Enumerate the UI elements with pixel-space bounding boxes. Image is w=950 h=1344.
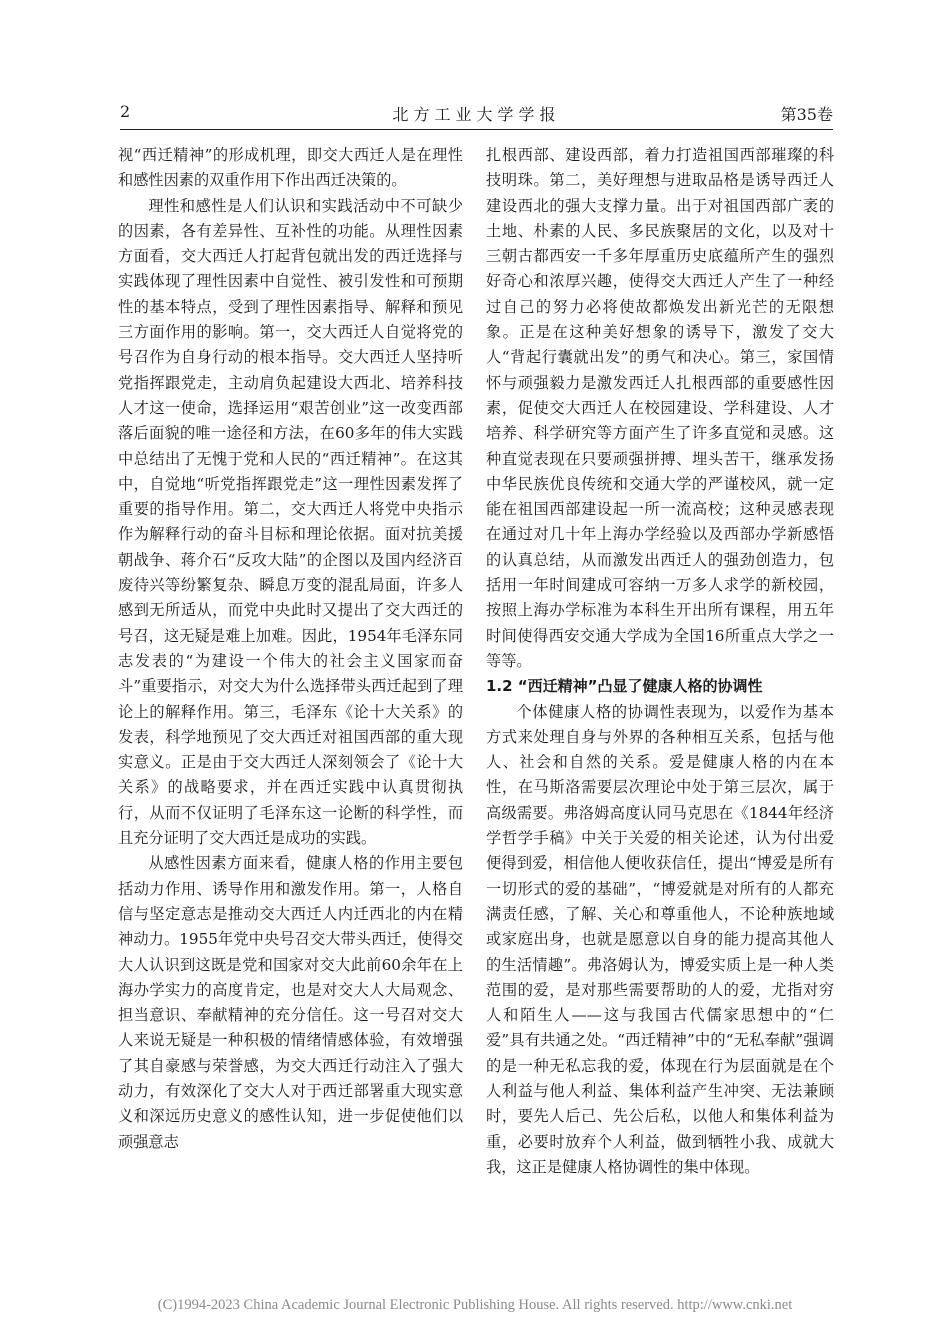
body-paragraph: 视“西迁精神”的形成机理，即交大西迁人是在理性和感性因素的双重作用下作出西迁决策的。 bbox=[118, 146, 463, 190]
page-number: 2 bbox=[120, 102, 131, 121]
body-paragraph: 个体健康人格的协调性表现为，以爱作为基本方式来处理自身与外界的各种相互关系，包括与他人、社会和自然的关系。爱是健康人格的内在本性，在马斯洛需要层次理论中处于第三层次，属于高级需要。弗洛姆高度认同马克思在《1844年经济学哲学手稿》中关于关爱的相关论述，认为付出爱便得到爱，相信他人便收获信任，提出“博爱是所有一切形式的爱的基础”，“博爱就是对所有的人都充满责任感，了解、关心和尊重他人，不论种族地域或家庭出身，也就是愿意以自身的能力提高其他人的生活情趣”。弗洛姆认为，博爱实质上是一种人类范围的爱，是对那些需要帮助的人的爱，尤指对穷人和陌生人——这与我国古代儒家思想中的“仁爱”具有共通之处。“西迁精神”中的“无私奉献”强调的是一种无私忘我的爱，体现在行为层面就是在个人利益与他人利益、集体利益产生冲突、无法兼顾时，要先人后己、先公后私，以他人和集体利益为重，必要时放弃个人利益，做到牺牲小我、成就大我，这正是健康人格协调性的集中体现。 bbox=[486, 702, 834, 1176]
header-rule bbox=[120, 129, 833, 130]
section-heading: 1.2 “西迁精神”凸显了健康人格的协调性 bbox=[486, 677, 763, 696]
body-paragraph: 理性和感性是人们认识和实践活动中不可缺少的因素，各有差异性、互补性的功能。从理性因素方面看，交大西迁人打起背包就出发的西迁选择与实践体现了理性因素中自觉性、被引发性和可预期性的基本特点，受到了理性因素指导、解释和预见三方面作用的影响。第一，交大西迁人自觉将党的号召作为自身行动的根本指导。交大西迁人坚持听党指挥跟党走，主动肩负起建设大西北、培养科技人才这一使命，选择运用“艰苦创业”这一改变西部落后面貌的唯一途径和方法，在60多年的伟大实践中总结出了无愧于党和人民的“西迁精神”。在这其中，自觉地“听党指挥跟党走”这一理性因素发挥了重要的指导作用。第二，交大西迁人将党中央指示作为解释行动的奋斗目标和理论依据。面对抗美援朝战争、蒋介石“反攻大陆”的企图以及国内经济百废待兴等纷繁复杂、瞬息万变的混乱局面，许多人感到无所适从，而党中央此时又提出了交大西迁的号召，这无疑是难上加难。因此，1954年毛泽东同志发表的“为建设一个伟大的社会主义国家而奋斗”重要指示，对交大为什么选择带头西迁起到了理论上的解释作用。第三，毛泽东《论十大关系》的发表，科学地预见了交大西迁对祖国西部的重大现实意义。正是由于交大西迁人深刻领会了《论十大关系》的战略要求，并在西迁实践中认真贯彻执行，从而不仅证明了毛泽东这一论断的科学性，而且充分证明了交大西迁是成功的实践。 bbox=[118, 196, 463, 848]
left-column bbox=[118, 143, 463, 1155]
right-column bbox=[486, 143, 834, 1180]
running-header bbox=[120, 100, 833, 130]
body-paragraph: 从感性因素方面来看，健康人格的作用主要包括动力作用、诱导作用和激发作用。第一，人格自信与坚定意志是推动交大西迁人内迁西北的内在精神动力。1955年党中央号召交大带头西迁，使得交大人认识到这既是党和国家对交大此前60余年在上海办学实力的高度肯定，也是对交大人大局观念、担当意识、奉献精神的充分信任。这一号召对交大人来说无疑是一种积极的情绪情感体验，有效增强了其自豪感与荣誉感，为交大西迁行动注入了强大动力，有效深化了交大人对于西迁部署重大现实意义和深远历史意义的感性认知，进一步促使他们以顽强意志 bbox=[118, 854, 463, 1151]
copyright-footer: (C)1994-2023 China Academic Journal Electronic Publishing House. All rights reserved. http://www.cnki.net bbox=[157, 1297, 793, 1313]
body-paragraph: 扎根西部、建设西部，着力打造祖国西部璀璨的科技明珠。第二，美好理想与进取品格是诱导西迁人建设西北的强大支撑力量。出于对祖国西部广袤的土地、朴素的人民、多民族聚居的文化，以及对十三朝古都西安一千多年厚重历史底蕴所产生的强烈好奇心和浓厚兴趣，使得交大西迁人产生了一种经过自己的努力必将使故都焕发出新光芒的无限想象。正是在这种美好想象的诱导下，激发了交大人“背起行囊就出发”的勇气和决心。第三，家国情怀与顽强毅力是激发西迁人扎根西部的重要感性因素，促使交大西迁人在校园建设、学科建设、人才培养、科学研究等方面产生了许多直觉和灵感。这种直觉表现在只要顽强拼搏、埋头苦干，继承发扬中华民族优良传统和交通大学的严谨校风，就一定能在祖国西部建设起一所一流高校；这种灵感表现在通过对几十年上海办学经验以及西部办学新感悟的认真总结，从而激发出西迁人的强劲创造力，包括用一年时间建成可容纳一万多人求学的新校园，按照上海办学标准为本科生开出所有课程，用五年时间使得西安交通大学成为全国16所重点大学之一等等。 bbox=[486, 146, 834, 670]
volume-label: 第35卷 bbox=[780, 105, 833, 124]
journal-title: 北方工业大学学报 bbox=[392, 105, 561, 124]
